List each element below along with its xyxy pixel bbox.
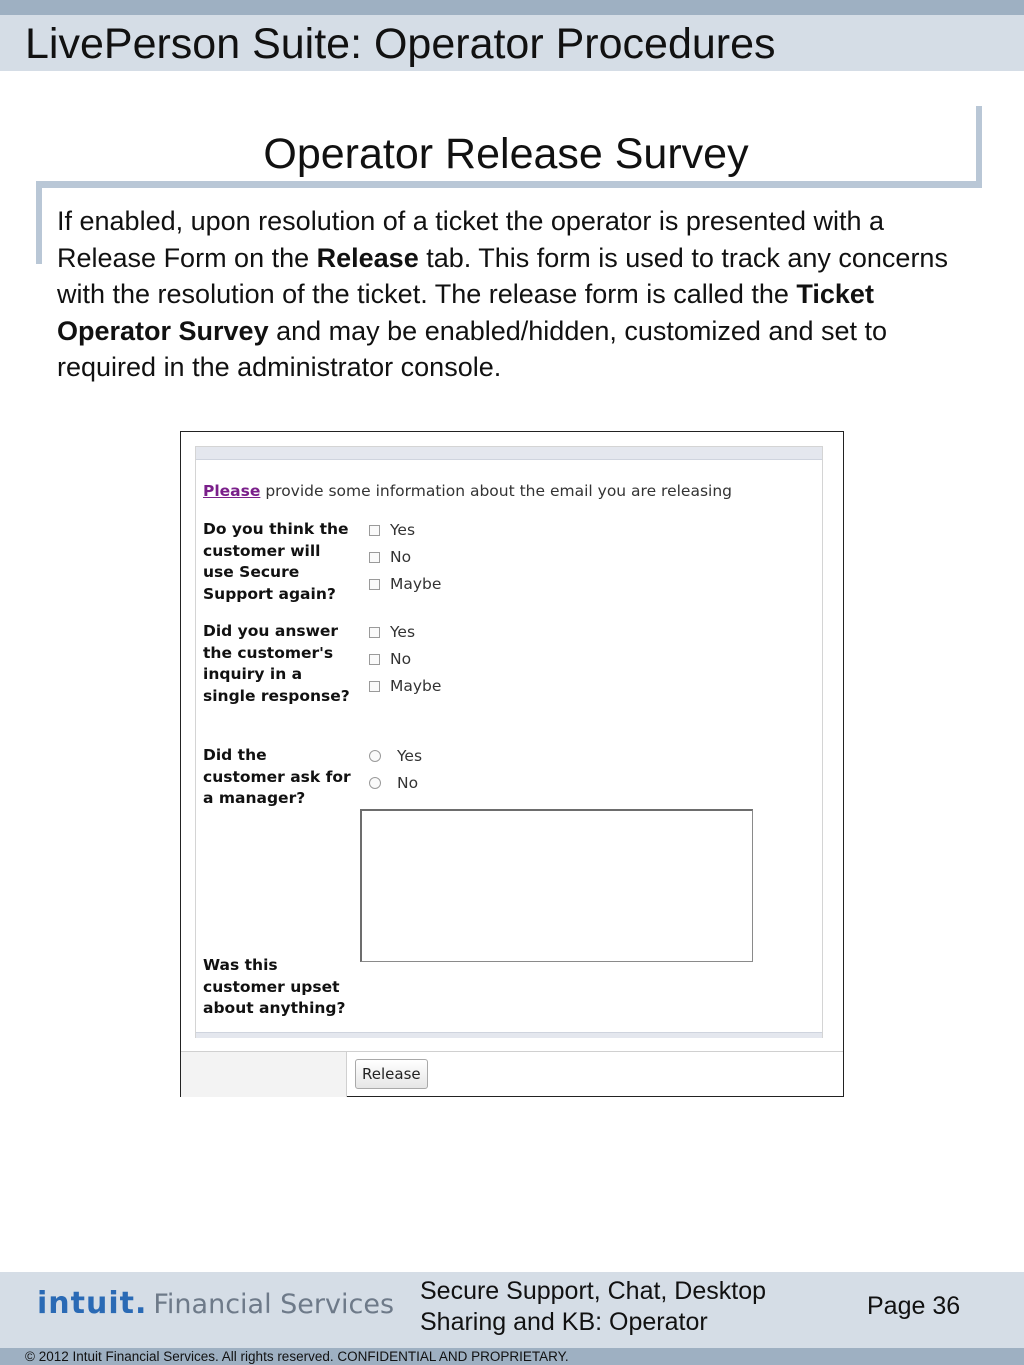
page-number: Page 36 (867, 1292, 961, 1320)
body-paragraph (57, 203, 977, 386)
checkbox[interactable] (369, 579, 380, 590)
intuit-financial-services-logo (37, 1286, 394, 1321)
q2-option-maybe[interactable] (369, 677, 441, 695)
question-ask-manager: Did the customer ask for a manager? (203, 746, 351, 807)
please-link[interactable]: Please (203, 482, 261, 500)
form-panel-header (196, 447, 822, 460)
decorative-frame-bottom (36, 181, 982, 188)
body-text-part-2: tab. This form is used to track any concerns with the resolution of the ticket. The release form is called the (57, 242, 948, 310)
radio-button[interactable] (369, 750, 381, 762)
upset-comment-textarea[interactable] (360, 809, 753, 962)
form-intro (203, 482, 732, 500)
q2-option-yes[interactable] (369, 623, 415, 641)
option-label: No (390, 548, 412, 566)
page-title: LivePerson Suite: Operator Procedures (25, 20, 776, 68)
body-text-part-3: and may be enabled/hidden, customized and set to required in the administrator console. (57, 315, 888, 383)
section-title: Operator Release Survey (263, 130, 749, 178)
q3-option-no[interactable] (369, 774, 418, 792)
q3-option-yes[interactable] (369, 747, 422, 765)
question-use-again: Do you think the customer will use Secure Support again? (203, 520, 349, 603)
top-stripe (0, 0, 1024, 15)
q2-option-no[interactable] (369, 650, 411, 668)
form-panel (195, 446, 823, 1038)
button-row-spacer (181, 1052, 347, 1097)
option-label: Yes (390, 623, 416, 641)
q1-option-no[interactable] (369, 548, 411, 566)
option-label: Yes (397, 747, 423, 765)
button-row (181, 1051, 843, 1097)
option-label: No (397, 774, 419, 792)
checkbox[interactable] (369, 525, 380, 536)
q1-option-maybe[interactable] (369, 575, 441, 593)
checkbox[interactable] (369, 654, 380, 665)
form-panel-footer (196, 1032, 822, 1038)
checkbox[interactable] (369, 627, 380, 638)
logo-subtitle: Financial Services (153, 1289, 395, 1320)
option-label: Yes (390, 521, 416, 539)
body-text-part-1: If enabled, upon resolution of a ticket the operator is presented with a Release Form on the (57, 206, 885, 273)
radio-button[interactable] (369, 777, 381, 789)
checkbox[interactable] (369, 552, 380, 563)
logo-brand: intuit. (37, 1286, 148, 1321)
decorative-frame-left (36, 181, 42, 264)
question-single-response: Did you answer the customer's inquiry in a single response? (203, 622, 350, 705)
body-bold-survey-name: Ticket Operator Survey (57, 279, 874, 346)
option-label: Maybe (390, 575, 442, 593)
body-bold-release: Release (316, 242, 419, 273)
copyright-notice: © 2012 Intuit Financial Services. All rights reserved. CONFIDENTIAL AND PROPRIETARY. (25, 1349, 569, 1364)
form-intro-text: provide some information about the email you are releasing (260, 482, 732, 500)
option-label: No (390, 650, 412, 668)
footer-document-title: Secure Support, Chat, Desktop Sharing and KB: Operator (420, 1277, 767, 1336)
option-label: Maybe (390, 677, 442, 695)
question-customer-upset: Was this customer upset about anything? (203, 956, 346, 1017)
q1-option-yes[interactable] (369, 521, 415, 539)
release-button[interactable]: Release (355, 1059, 428, 1089)
checkbox[interactable] (369, 681, 380, 692)
release-form-screenshot (180, 431, 844, 1097)
